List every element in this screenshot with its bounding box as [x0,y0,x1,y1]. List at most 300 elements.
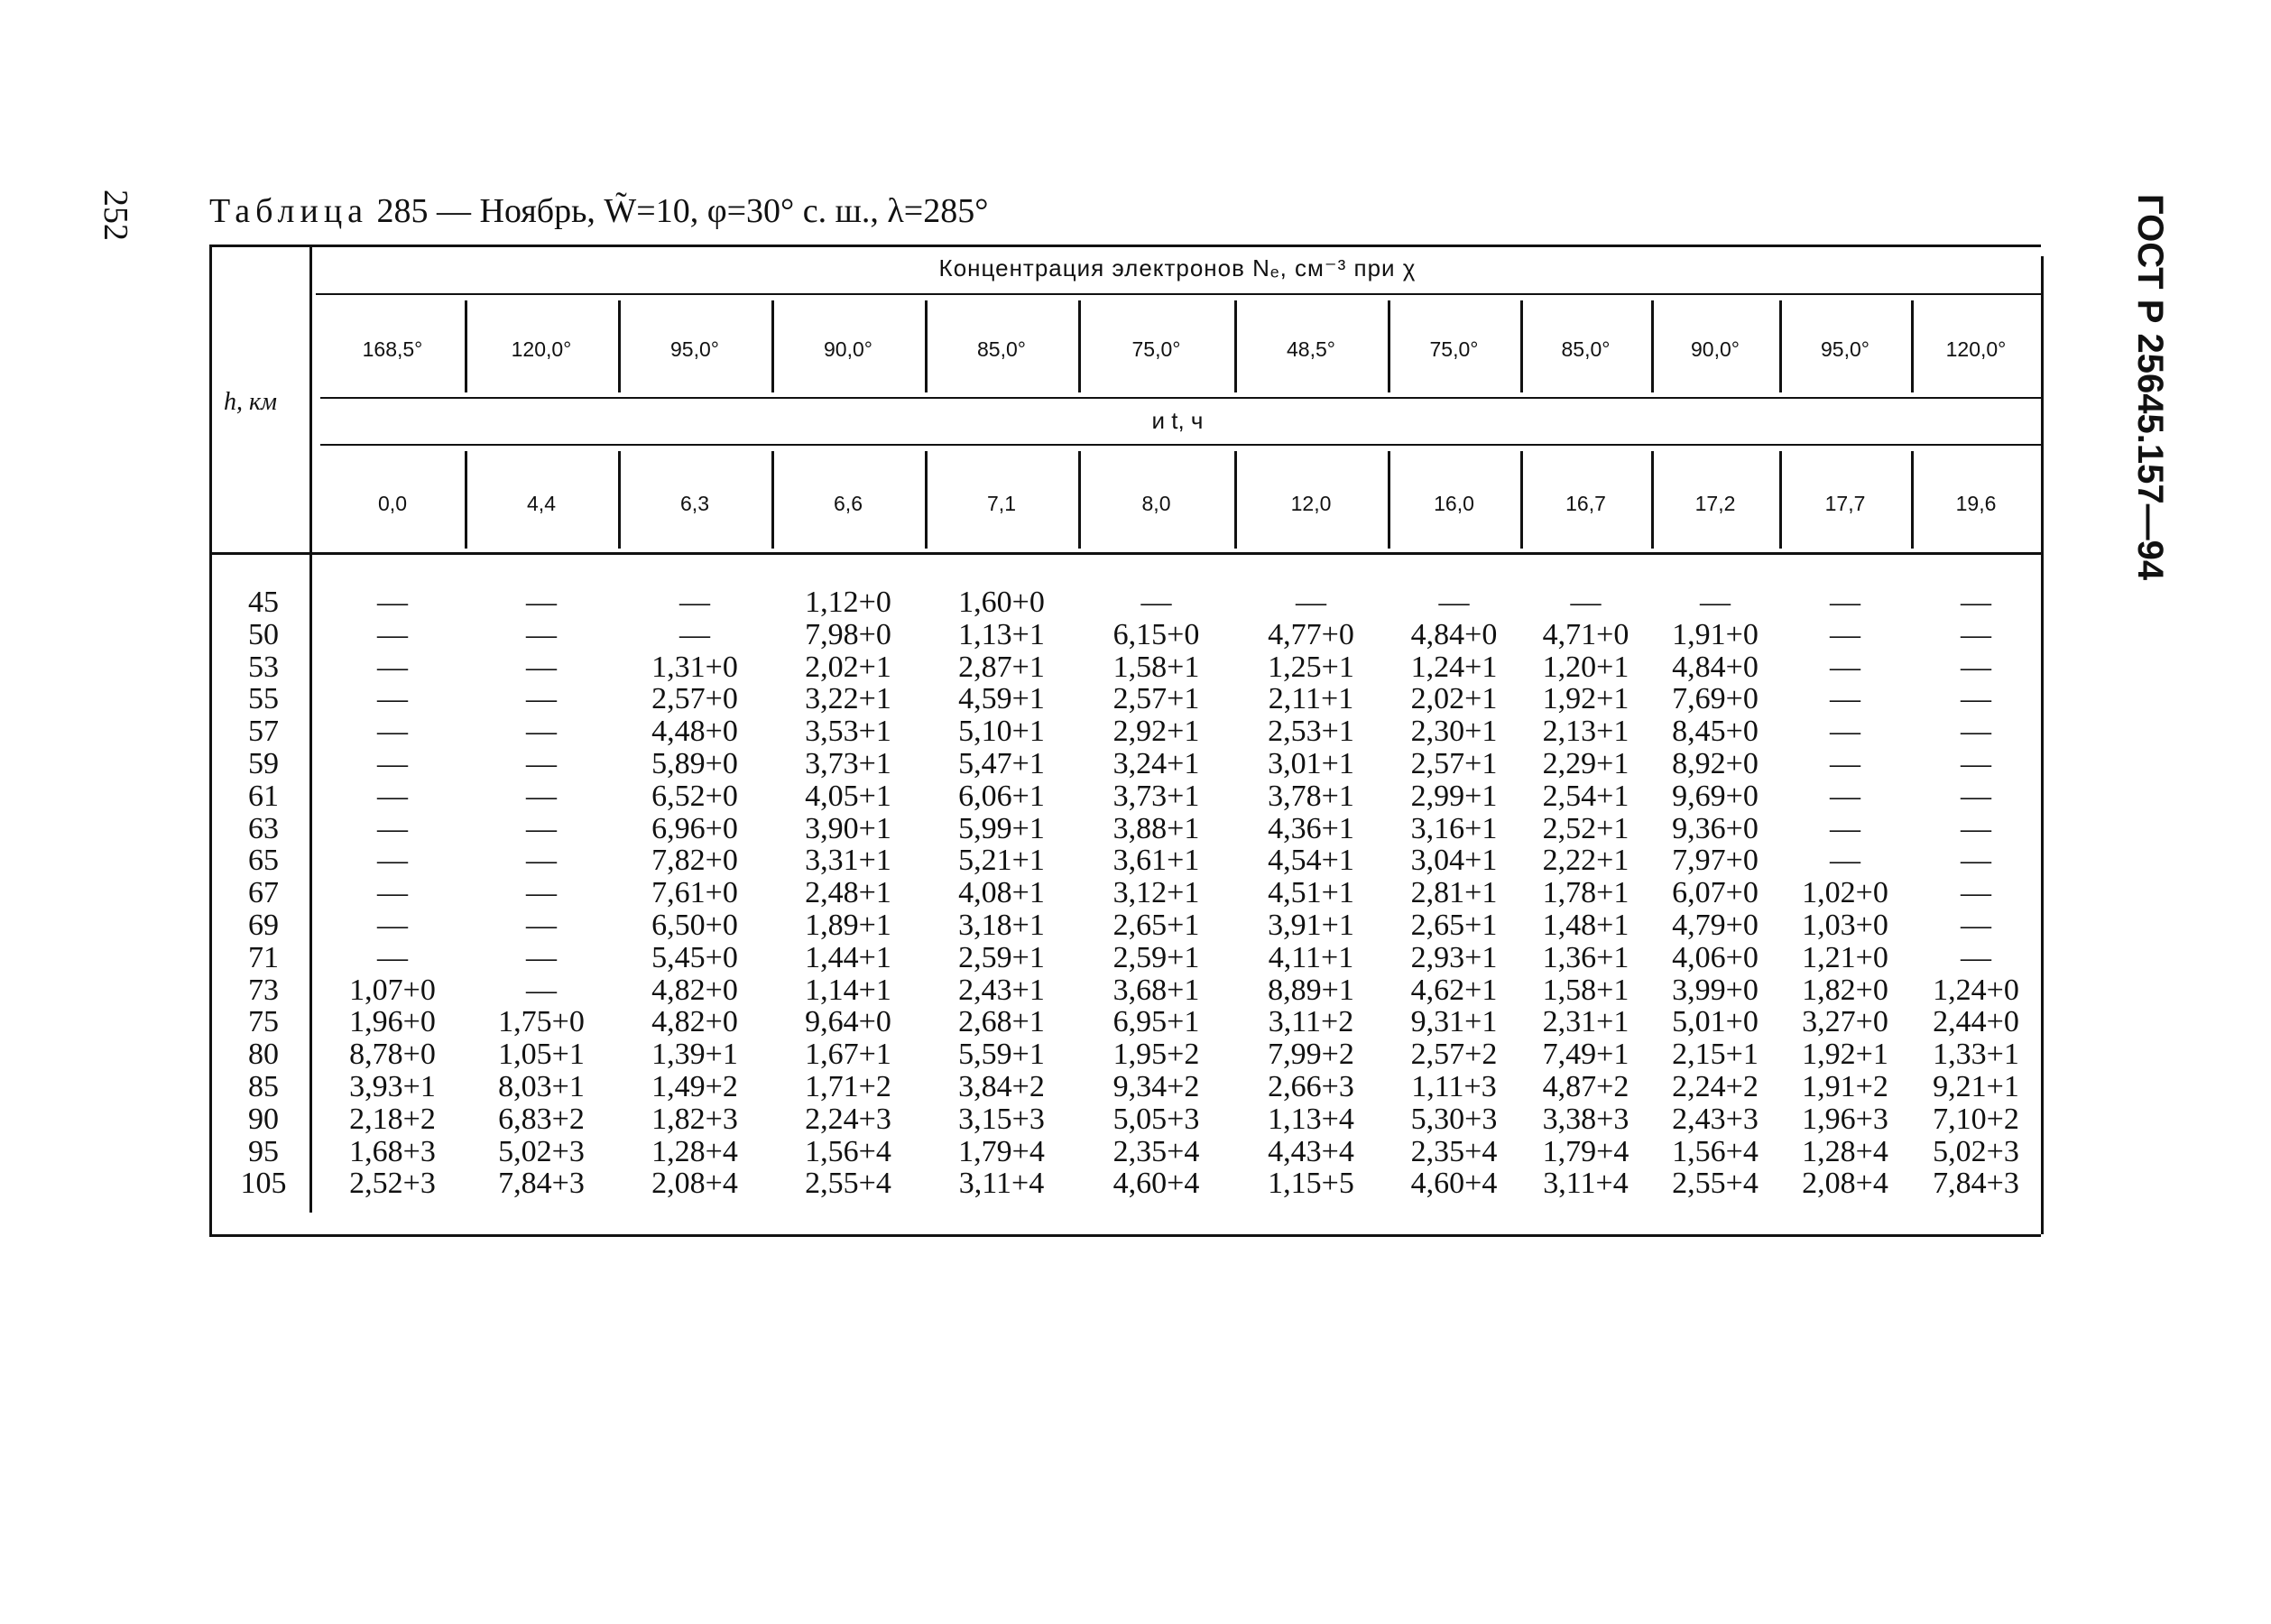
value-cell: 2,29+1 [1542,746,1629,780]
chi-column-divider [1388,300,1390,392]
value-cell: 4,48+0 [651,715,738,749]
value-cell: 1,67+1 [805,1038,891,1072]
value-cell: 2,02+1 [805,650,891,684]
t-column-divider [1911,451,1914,549]
chi-value: 168,5° [362,337,423,361]
data-column [1522,586,1649,1200]
t-value: 17,2 [1694,492,1736,515]
value-cell: 1,02+0 [1802,876,1888,910]
chi-values-bottom-rule [320,397,2041,399]
t-value: 19,6 [1955,492,1997,515]
value-cell: 3,73+1 [1112,779,1200,813]
value-cell: 1,13+1 [958,617,1045,651]
value-cell: 6,83+2 [498,1102,585,1136]
value-cell: 3,15+3 [958,1102,1045,1136]
value-cell: 1,25+1 [1268,650,1354,684]
height-cell: 53 [248,650,279,684]
value-cell: 6,07+0 [1672,876,1759,910]
value-cell: 4,51+1 [1268,876,1354,910]
value-cell: 4,08+1 [958,876,1045,910]
empty-cell: — [377,682,408,716]
value-cell: 9,36+0 [1672,811,1759,845]
value-cell: 1,03+0 [1802,908,1888,942]
empty-cell: — [1830,586,1860,619]
value-cell: 4,43+4 [1268,1134,1354,1168]
value-cell: 3,61+1 [1112,844,1200,878]
value-cell: 3,78+1 [1268,779,1354,813]
value-cell: 1,58+1 [1542,973,1629,1007]
empty-cell: — [526,940,557,974]
value-cell: 2,48+1 [805,876,891,910]
empty-cell: — [1570,586,1602,619]
value-cell: 3,11+2 [1268,1005,1354,1039]
value-cell: 2,57+1 [1112,682,1200,716]
value-cell: 3,73+1 [805,746,891,780]
value-cell: 1,49+2 [651,1069,738,1103]
value-cell: 4,84+0 [1672,650,1759,684]
value-cell: 8,45+0 [1672,715,1759,749]
value-cell: 2,35+4 [1410,1134,1498,1168]
empty-cell: — [679,586,710,619]
empty-cell: — [679,617,710,651]
height-cell: 80 [248,1038,279,1072]
value-cell: 3,22+1 [805,682,891,716]
empty-cell: — [1140,586,1172,619]
value-cell: 6,06+1 [958,779,1045,813]
empty-cell: — [1961,586,1991,619]
value-cell: 5,89+0 [651,746,738,780]
value-cell: 2,15+1 [1672,1038,1759,1072]
empty-cell: — [1830,844,1860,878]
data-column [1080,586,1232,1200]
t-column-divider [465,451,467,549]
value-cell: 2,87+1 [958,650,1045,684]
empty-cell: — [377,940,408,974]
data-column [1236,586,1386,1200]
data-column [927,586,1076,1200]
height-cell: 67 [248,876,279,910]
t-value: 6,3 [680,492,709,515]
value-cell: 1,20+1 [1542,650,1629,684]
value-cell: 1,56+4 [805,1134,891,1168]
value-cell: 3,90+1 [805,811,891,845]
data-column [1913,586,2039,1200]
height-cell: 69 [248,908,279,942]
value-cell: 1,31+0 [651,650,738,684]
table-right-border [2041,256,2044,1234]
value-cell: 9,34+2 [1112,1069,1200,1103]
value-cell: 1,79+4 [958,1134,1045,1168]
height-cell: 55 [248,682,279,716]
empty-cell: — [1830,650,1860,684]
table-top-rule [209,245,2041,247]
value-cell: 2,53+1 [1268,715,1354,749]
empty-cell: — [1961,617,1991,651]
t-column-divider [1520,451,1523,549]
value-cell: 9,31+1 [1410,1005,1498,1039]
value-cell: 1,07+0 [349,973,436,1007]
empty-cell: — [1961,940,1991,974]
data-column [1653,586,1777,1200]
chi-value: 85,0° [977,337,1026,361]
empty-cell: — [377,617,408,651]
value-cell: 2,30+1 [1410,715,1498,749]
value-cell: 1,82+3 [651,1102,738,1136]
value-cell: 5,47+1 [958,746,1045,780]
t-column-divider [1651,451,1654,549]
value-cell: 7,99+2 [1268,1038,1354,1072]
empty-cell: — [526,908,557,942]
value-cell: 3,27+0 [1802,1005,1888,1039]
value-cell: 1,36+1 [1542,940,1629,974]
value-cell: 1,12+0 [805,586,891,619]
value-cell: 6,15+0 [1112,617,1200,651]
value-cell: 4,59+1 [958,682,1045,716]
chi-column-divider [771,300,774,392]
value-cell: 4,36+1 [1268,811,1354,845]
empty-cell: — [526,973,557,1007]
height-cell: 45 [248,586,279,619]
chi-value: 90,0° [824,337,872,361]
value-cell: 7,97+0 [1672,844,1759,878]
value-cell: 5,45+0 [651,940,738,974]
value-cell: 1,92+1 [1542,682,1629,716]
empty-cell: — [526,586,557,619]
chi-value: 75,0° [1429,337,1479,361]
value-cell: 1,28+4 [1802,1134,1888,1168]
data-column [1781,586,1909,1200]
value-cell: 5,02+3 [498,1134,585,1168]
value-cell: 7,84+3 [498,1167,585,1201]
data-column [620,586,770,1200]
chi-value: 85,0° [1561,337,1611,361]
t-value: 0,0 [378,492,407,515]
value-cell: 2,13+1 [1542,715,1629,749]
height-cell: 59 [248,746,279,780]
value-cell: 3,24+1 [1112,746,1200,780]
t-column-divider [1779,451,1782,549]
value-cell: 3,12+1 [1112,876,1200,910]
value-cell: 2,31+1 [1542,1005,1629,1039]
empty-cell: — [377,650,408,684]
value-cell: 1,33+1 [1933,1038,2019,1072]
chi-value: 120,0° [1945,337,2007,361]
value-cell: 4,60+4 [1410,1167,1498,1201]
value-cell: 7,49+1 [1542,1038,1629,1072]
value-cell: 3,11+4 [958,1167,1045,1201]
value-cell: 2,44+0 [1933,1005,2019,1039]
value-cell: 8,78+0 [349,1038,436,1072]
height-cell: 57 [248,715,279,749]
value-cell: 8,92+0 [1672,746,1759,780]
value-cell: 3,53+1 [805,715,891,749]
table-left-border [209,247,212,1234]
value-cell: 1,13+4 [1268,1102,1354,1136]
chi-column-divider [618,300,621,392]
value-cell: 1,44+1 [805,940,891,974]
empty-cell: — [526,779,557,813]
empty-cell: — [1296,586,1326,619]
value-cell: 3,31+1 [805,844,891,878]
value-cell: 1,56+4 [1672,1134,1759,1168]
value-cell: 1,78+1 [1542,876,1629,910]
empty-cell: — [1438,586,1470,619]
value-cell: 4,87+2 [1542,1069,1629,1103]
h-column-header: h, км [224,388,277,416]
value-cell: 2,55+4 [805,1167,891,1201]
value-cell: 9,69+0 [1672,779,1759,813]
value-cell: 2,35+4 [1112,1134,1200,1168]
value-cell: 9,21+1 [1933,1069,2019,1103]
t-value: 16,7 [1565,492,1606,515]
t-value: 4,4 [527,492,556,515]
gost-code: ГОСТ Р 25645.157—94 [2130,194,2170,581]
value-cell: 4,06+0 [1672,940,1759,974]
chi-value: 95,0° [670,337,719,361]
value-cell: 1,24+0 [1933,973,2019,1007]
chi-column-divider [1779,300,1782,392]
empty-cell: — [1830,779,1860,813]
value-cell: 2,24+3 [805,1102,891,1136]
value-cell: 2,68+1 [958,1005,1045,1039]
chi-value: 95,0° [1821,337,1869,361]
value-cell: 2,52+1 [1542,811,1629,845]
empty-cell: — [377,876,408,910]
empty-cell: — [526,811,557,845]
empty-cell: — [526,844,557,878]
value-cell: 3,68+1 [1112,973,1200,1007]
t-value: 7,1 [987,492,1016,515]
value-cell: 9,64+0 [805,1005,891,1039]
value-cell: 5,59+1 [958,1038,1045,1072]
empty-cell: — [377,844,408,878]
value-cell: 1,92+1 [1802,1038,1888,1072]
value-cell: 7,98+0 [805,617,891,651]
empty-cell: — [526,682,557,716]
time-header-rule [320,444,2041,446]
height-cell: 73 [248,973,279,1007]
value-cell: 3,16+1 [1410,811,1498,845]
chi-value: 120,0° [511,337,572,361]
empty-cell: — [1961,876,1991,910]
value-cell: 1,68+3 [349,1134,436,1168]
height-cell: 85 [248,1069,279,1103]
empty-cell: — [526,617,557,651]
empty-cell: — [1961,715,1991,749]
empty-cell: — [1961,650,1991,684]
value-cell: 4,77+0 [1268,617,1354,651]
value-cell: 1,82+0 [1802,973,1888,1007]
value-cell: 2,57+1 [1410,746,1498,780]
value-cell: 1,96+3 [1802,1102,1888,1136]
value-cell: 4,84+0 [1410,617,1498,651]
value-cell: 4,54+1 [1268,844,1354,878]
value-cell: 5,21+1 [958,844,1045,878]
empty-cell: — [377,811,408,845]
value-cell: 1,91+0 [1672,617,1759,651]
value-cell: 3,11+4 [1543,1167,1629,1201]
value-cell: 1,14+1 [805,973,891,1007]
empty-cell: — [1961,811,1991,845]
value-cell: 7,69+0 [1672,682,1759,716]
height-cell: 50 [248,617,279,651]
value-cell: 2,93+1 [1410,940,1498,974]
empty-cell: — [377,586,408,619]
value-cell: 5,10+1 [958,715,1045,749]
empty-cell: — [1830,617,1860,651]
t-column-divider [1078,451,1081,549]
empty-cell: — [1961,746,1991,780]
value-cell: 8,03+1 [498,1069,585,1103]
value-cell: 5,02+3 [1933,1134,2019,1168]
t-column-divider [1234,451,1237,549]
value-cell: 1,28+4 [651,1134,738,1168]
height-cell: 65 [248,844,279,878]
table-title-rest: 285 — Ноябрь, W̃=10, φ=30° с. ш., λ=285° [368,192,989,230]
value-cell: 1,21+0 [1802,940,1888,974]
value-cell: 6,50+0 [651,908,738,942]
value-cell: 8,89+1 [1268,973,1354,1007]
empty-cell: — [1700,586,1731,619]
value-cell: 6,95+1 [1112,1005,1200,1039]
value-cell: 2,43+1 [958,973,1045,1007]
header-bottom-rule [209,552,2041,555]
value-cell: 7,82+0 [651,844,738,878]
value-cell: 2,08+4 [651,1167,738,1201]
height-cell: 90 [248,1102,279,1136]
height-cell: 61 [248,779,279,813]
height-cell: 71 [248,940,279,974]
value-cell: 1,15+5 [1268,1167,1354,1201]
value-cell: 3,01+1 [1268,746,1354,780]
value-cell: 2,18+2 [349,1102,436,1136]
chi-column-divider [1651,300,1654,392]
value-cell: 1,75+0 [498,1005,585,1039]
height-cell: 105 [240,1167,287,1201]
empty-cell: — [526,746,557,780]
t-column-divider [618,451,621,549]
value-cell: 3,38+3 [1542,1102,1629,1136]
value-cell: 6,52+0 [651,779,738,813]
chi-value: 90,0° [1691,337,1740,361]
empty-cell: — [377,908,408,942]
data-column [466,586,616,1200]
value-cell: 2,81+1 [1410,876,1498,910]
value-cell: 4,11+1 [1268,940,1354,974]
value-cell: 4,82+0 [651,1005,738,1039]
value-cell: 1,96+0 [349,1005,436,1039]
value-cell: 5,30+3 [1410,1102,1498,1136]
empty-cell: — [1830,746,1860,780]
empty-cell: — [1830,811,1860,845]
empty-cell: — [1961,779,1991,813]
chi-column-divider [465,300,467,392]
value-cell: 2,11+1 [1268,682,1354,716]
value-cell: 1,91+2 [1802,1069,1888,1103]
value-cell: 1,71+2 [805,1069,891,1103]
value-cell: 2,08+4 [1802,1167,1888,1201]
value-cell: 3,18+1 [958,908,1045,942]
value-cell: 4,71+0 [1542,617,1629,651]
t-column-divider [1388,451,1390,549]
value-cell: 2,02+1 [1410,682,1498,716]
value-cell: 2,24+2 [1672,1069,1759,1103]
chi-value: 48,5° [1287,337,1335,361]
data-column [1389,586,1519,1200]
empty-cell: — [526,876,557,910]
value-cell: 1,95+2 [1112,1038,1200,1072]
value-cell: 2,65+1 [1410,908,1498,942]
chi-header-rule [316,293,2041,295]
chi-column-divider [925,300,928,392]
value-cell: 2,43+3 [1672,1102,1759,1136]
chi-column-divider [1234,300,1237,392]
t-value: 8,0 [1141,492,1171,515]
value-cell: 2,65+1 [1112,908,1200,942]
value-cell: 1,58+1 [1112,650,1200,684]
table-title [209,191,988,231]
table-bottom-rule [209,1234,2041,1237]
value-cell: 2,54+1 [1542,779,1629,813]
value-cell: 4,79+0 [1672,908,1759,942]
empty-cell: — [1961,682,1991,716]
value-cell: 1,89+1 [805,908,891,942]
main-header: Концентрация электронов Nₑ, см⁻³ при χ [938,254,1417,281]
height-cell: 95 [248,1134,279,1168]
value-cell: 2,66+3 [1268,1069,1354,1103]
value-cell: 2,55+4 [1672,1167,1759,1201]
empty-cell: — [377,746,408,780]
t-column-divider [771,451,774,549]
value-cell: 1,39+1 [651,1038,738,1072]
value-cell: 2,57+2 [1410,1038,1498,1072]
value-cell: 6,96+0 [651,811,738,845]
value-cell: 1,48+1 [1542,908,1629,942]
value-cell: 1,05+1 [498,1038,585,1072]
empty-cell: — [1961,844,1991,878]
empty-cell: — [526,650,557,684]
chi-column-divider [1078,300,1081,392]
value-cell: 7,61+0 [651,876,738,910]
value-cell: 3,84+2 [958,1069,1045,1103]
value-cell: 2,59+1 [1112,940,1200,974]
empty-cell: — [1830,682,1860,716]
page-number: 252 [97,189,134,241]
value-cell: 2,52+3 [349,1167,436,1201]
value-cell: 3,91+1 [1268,908,1354,942]
height-cell: 63 [248,811,279,845]
value-cell: 3,93+1 [349,1069,436,1103]
t-value: 12,0 [1290,492,1332,515]
value-cell: 4,62+1 [1410,973,1498,1007]
value-cell: 4,82+0 [651,973,738,1007]
value-cell: 2,99+1 [1410,779,1498,813]
value-cell: 7,10+2 [1933,1102,2019,1136]
empty-cell: — [526,715,557,749]
t-value: 6,6 [834,492,863,515]
empty-cell: — [1830,715,1860,749]
value-cell: 7,84+3 [1933,1167,2019,1201]
height-column [236,586,291,1200]
t-value: 16,0 [1434,492,1474,515]
data-column [322,586,463,1200]
value-cell: 2,92+1 [1112,715,1200,749]
value-cell: 3,99+0 [1672,973,1759,1007]
value-cell: 2,22+1 [1542,844,1629,878]
value-cell: 4,05+1 [805,779,891,813]
value-cell: 2,59+1 [958,940,1045,974]
value-cell: 5,01+0 [1672,1005,1759,1039]
